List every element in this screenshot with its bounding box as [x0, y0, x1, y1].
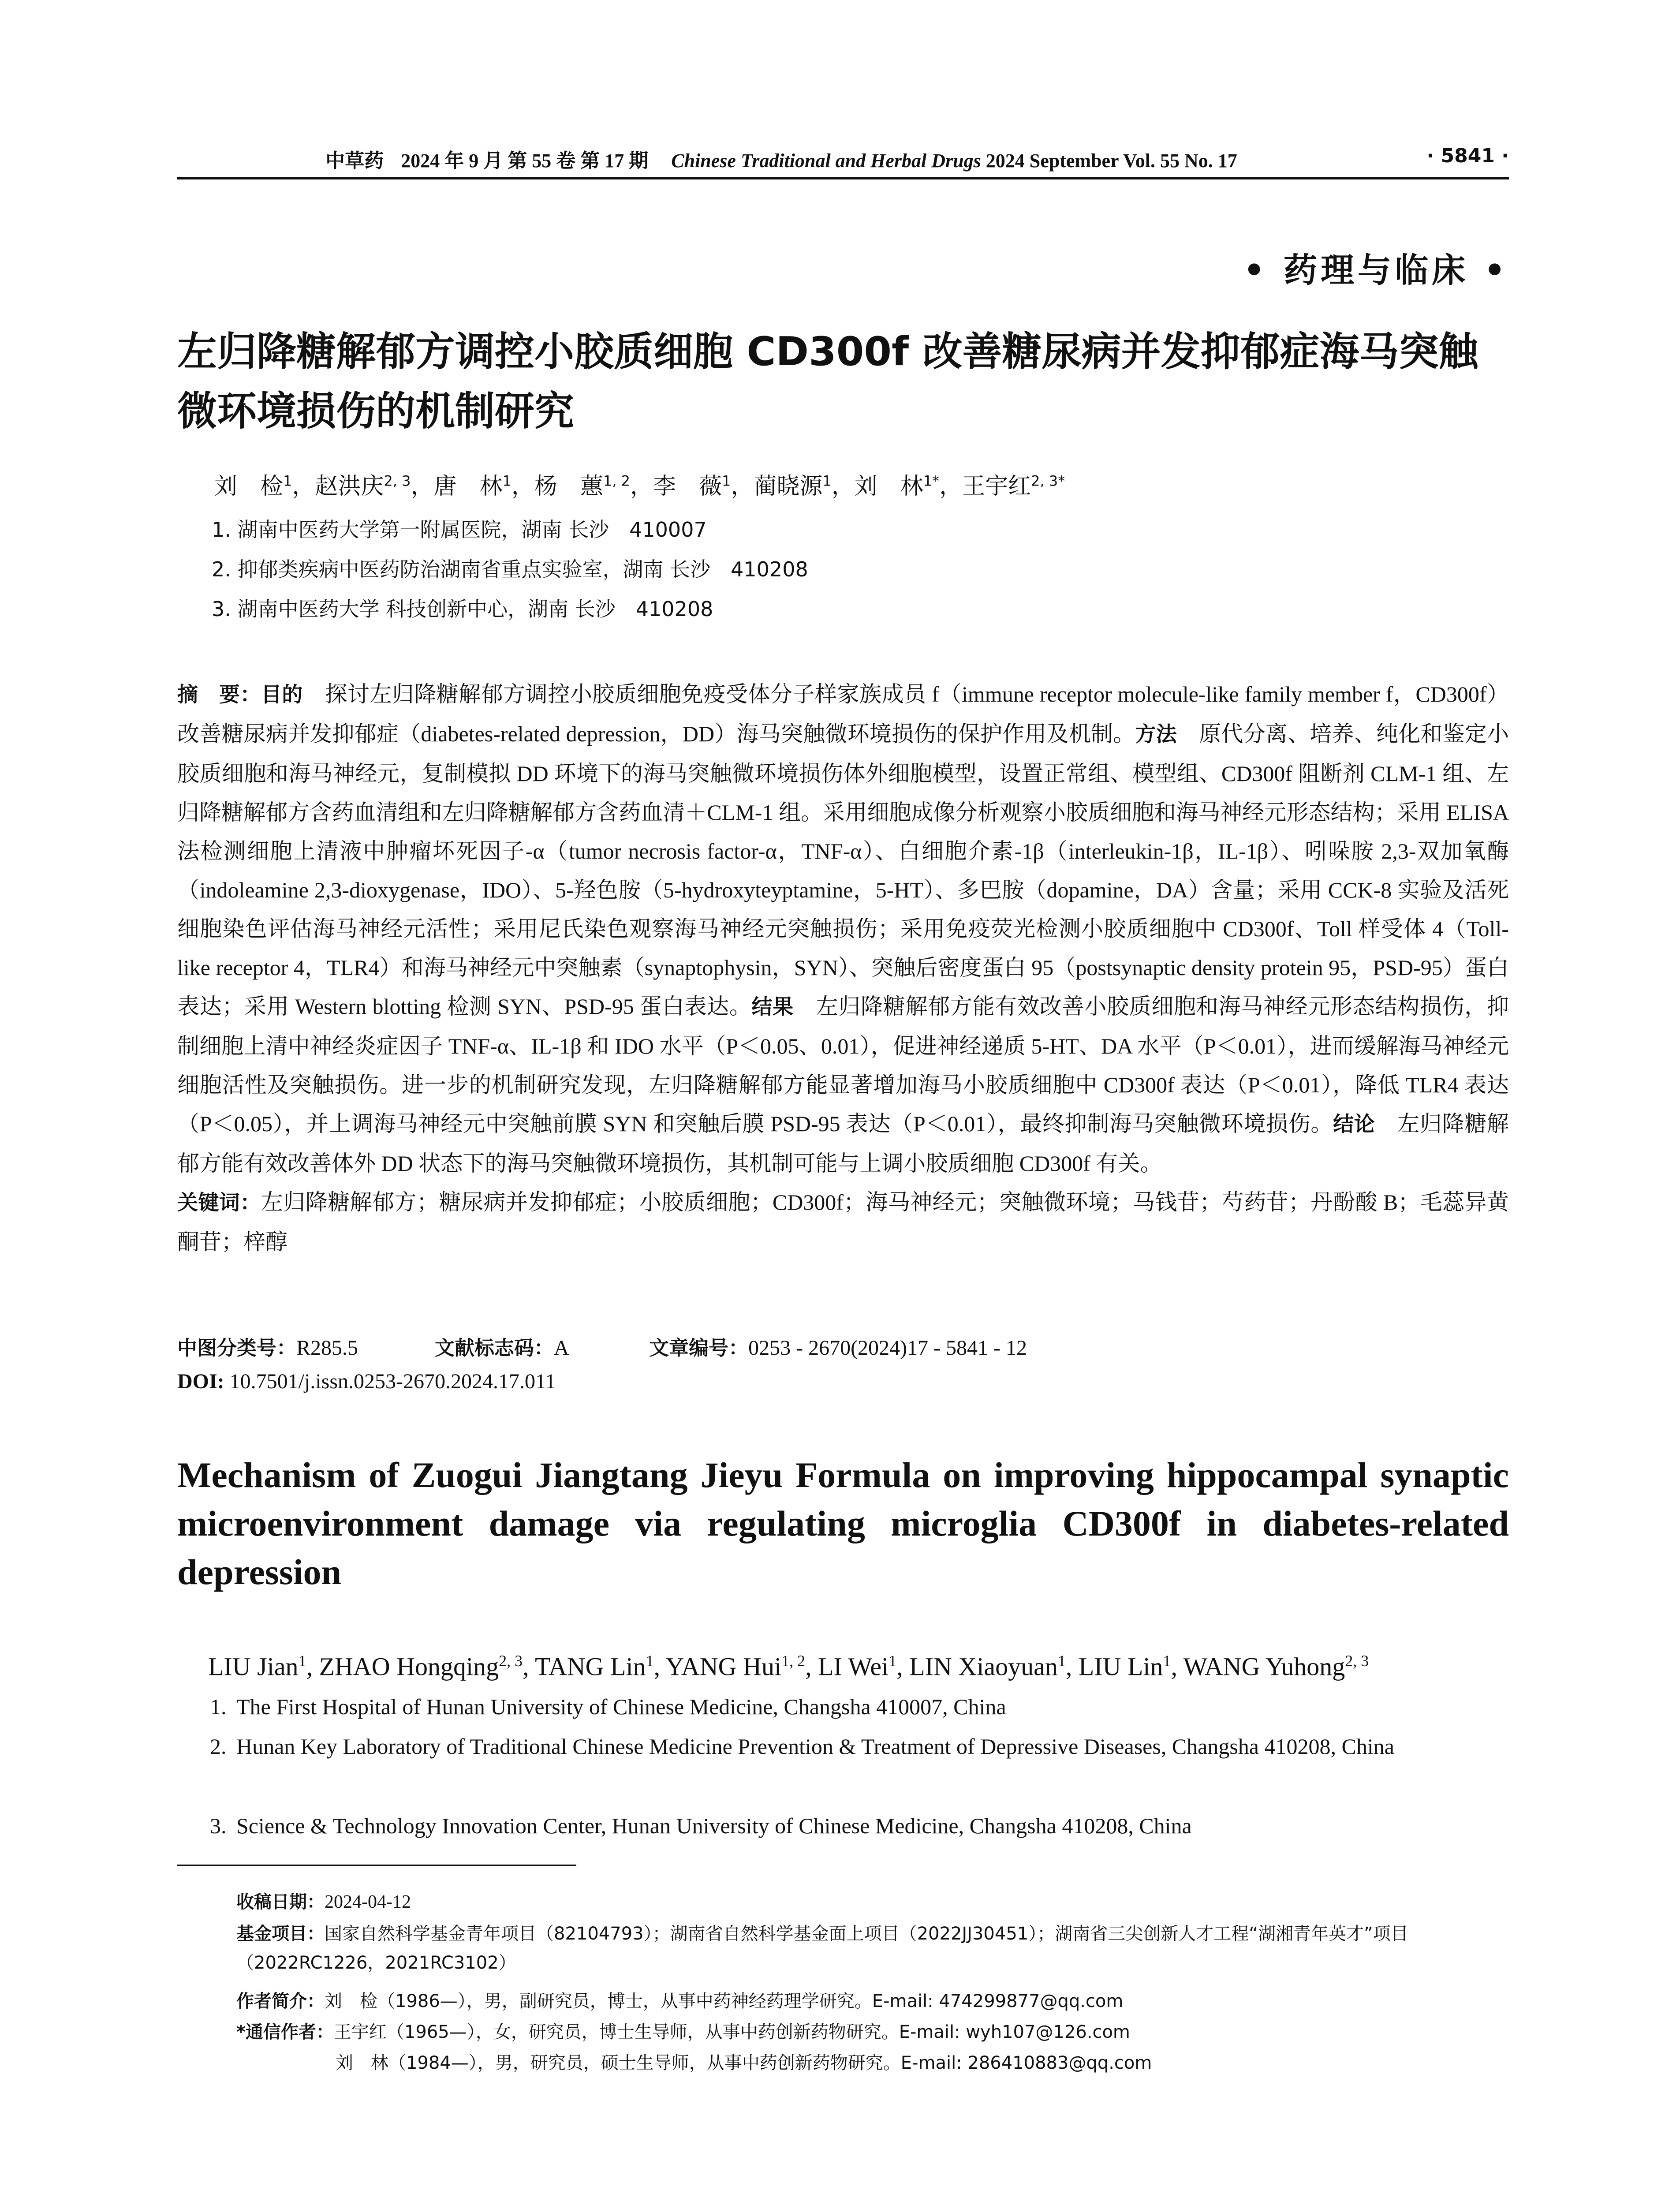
fund-value: 国家自然科学基金青年项目（82104793）；湖南省自然科学基金面上项目（2022JJ30451）；湖南省三尖创新人才工程“湖湘青年英才”项目（2022RC1226，2021RC3102） [236, 1924, 1408, 1973]
author-zh-name: 李 薇 [653, 473, 722, 500]
author-en-name: LIU Jian [208, 1652, 299, 1681]
issue-en: 2024 September Vol. 55 No. 17 [986, 150, 1237, 172]
classification-line [177, 1332, 1027, 1360]
author-en-name: TANG Lin [535, 1652, 646, 1681]
author-bio-label: 作者简介： [236, 1991, 325, 2011]
author-en-affiliation-marker: 1 [889, 1652, 897, 1670]
author-en-name: WANG Yuhong [1183, 1652, 1345, 1681]
results-text: 左归降糖解郁方能有效改善小胶质细胞和海马神经元形态结构损伤，抑制细胞上清中神经炎症因子 TNF-α、IL-1β 和 IDO 水平（P＜0.05、0.01），促进神经递质 5-HT、DA 水平（P＜0.01），进而缓解海马神经元细胞活性及突触损伤。进一步的机制研究发现，左归降糖解郁方能显著增加海马小胶质细胞中 CD300f 表达（P＜0.01），降低 TLR4 表达（P＜0.05），并上调海马神经元中突触前膜 SYN 和突触后膜 PSD-95 表达（P＜0.01），最终抑制海马突触微环境损伤。 [177, 994, 1509, 1136]
affiliation-en-3-text: Science & Technology Innovation Center, Hunan University of Chinese Medicine, Changsha 410208, China [236, 1813, 1192, 1838]
footnote-fund [236, 1919, 1509, 1977]
article-number-value: 0253 - 2670(2024)17 - 5841 - 12 [748, 1336, 1027, 1360]
author-en-name: LI Wei [818, 1652, 889, 1681]
author-en-name: ZHAO Hongqing [319, 1652, 499, 1681]
author-separator: ， [939, 473, 963, 500]
author-separator: ， [831, 473, 855, 500]
author-zh-affiliation-marker: 1 [502, 472, 511, 490]
author-en-affiliation-marker: 1 [298, 1652, 306, 1670]
author-zh-name: 蔺晓源 [754, 473, 823, 500]
footnote-corresponding-2 [236, 2048, 1509, 2078]
keywords-text: 左归降糖解郁方；糖尿病并发抑郁症；小胶质细胞；CD300f；海马神经元；突触微环境；马钱苷；芍药苷；丹酚酸 B；毛蕊异黄酮苷；梓醇 [177, 1190, 1509, 1254]
section-tag: • 药理与临床 • [1243, 250, 1509, 290]
title-en: Mechanism of Zuogui Jiangtang Jieyu Formula on improving hippocampal synaptic microenvironment damage via regulating microglia CD300f in diabetes-related depression [177, 1455, 1509, 1592]
affiliation-en-1-num: 1. [210, 1694, 227, 1719]
footnote-corresponding [236, 2018, 1509, 2047]
footnote-received [236, 1887, 1509, 1917]
author-en-name: LIU Lin [1078, 1652, 1163, 1681]
affiliation-en-2-text: Hunan Key Laboratory of Traditional Chinese Medicine Prevention & Treatment of Depressive Diseases, Changsha 410208, China [236, 1734, 1394, 1759]
author-separator: , [653, 1652, 666, 1681]
author-zh-name: 唐 林 [433, 473, 503, 500]
author-zh-name: 赵洪庆 [315, 473, 384, 500]
doi-value: 10.7501/j.issn.0253-2670.2024.17.011 [229, 1370, 556, 1393]
footnote-author [236, 1987, 1509, 2016]
author-separator: ， [731, 473, 754, 500]
author-zh-name: 刘 检 [214, 473, 284, 500]
affiliation-zh-2: 2. 抑郁类疾病中医药防治湖南省重点实验室，湖南 长沙 410208 [212, 557, 808, 581]
author-en-affiliation-marker: 2, 3 [1345, 1652, 1369, 1670]
methods-label: 方法 [1135, 722, 1177, 747]
affiliation-en-2 [210, 1727, 1509, 1766]
author-separator: , [896, 1652, 910, 1681]
clc-label: 中图分类号： [177, 1336, 297, 1360]
affiliation-en-1-text: The First Hospital of Hunan University of Chinese Medicine, Changsha 410007, China [236, 1694, 1006, 1719]
conclusion-text: 左归降糖解郁方能有效改善体外 DD 状态下的海马突触微环境损伤，其机制可能与上调小胶质细胞 CD300f 有关。 [177, 1111, 1509, 1176]
doi-label: DOI: [177, 1370, 224, 1393]
doc-code-value: A [554, 1336, 568, 1360]
journal-name-en: Chinese Traditional and Herbal Drugs [671, 150, 981, 172]
received-value: 2024-04-12 [325, 1892, 411, 1912]
author-separator: , [1171, 1652, 1183, 1681]
footnote-rule [177, 1865, 576, 1866]
author-en-name: LIN Xiaoyuan [909, 1652, 1058, 1681]
header-rule [177, 177, 1509, 179]
page-number: · 5841 · [1426, 145, 1509, 167]
journal-name-zh: 中草药 [325, 149, 384, 172]
author-zh-affiliation-marker: 1 [283, 472, 292, 490]
doc-code-label: 文献标志码： [435, 1336, 554, 1360]
author-en-affiliation-marker: 1, 2 [781, 1652, 806, 1670]
affiliation-zh-1: 1. 湖南中医药大学第一附属医院，湖南 长沙 410007 [212, 518, 707, 542]
author-zh-affiliation-marker: 1 [721, 472, 731, 490]
author-en-affiliation-marker: 1 [646, 1652, 654, 1670]
affiliation-en-3 [210, 1806, 1509, 1846]
doi-line [177, 1369, 556, 1394]
clc-value: R285.5 [296, 1336, 358, 1360]
abstract-label: 摘 要： [177, 683, 261, 707]
author-separator: ， [511, 473, 534, 500]
author-zh-name: 刘 林 [854, 473, 923, 500]
affiliation-en-3-num: 3. [210, 1813, 227, 1838]
keywords-label: 关键词： [177, 1191, 261, 1215]
objective-text: 探讨左归降糖解郁方调控小胶质细胞免疫受体分子样家族成员 f（immune receptor molecule-like family member f，CD300f）改善糖尿病并发抑郁症（diabetes-related depression，DD）海马突触微环境损伤的保护作用及机制。 [177, 682, 1509, 746]
author-en-affiliation-marker: 2, 3 [499, 1652, 523, 1670]
author-separator: , [1065, 1652, 1079, 1681]
author-separator: ， [411, 473, 434, 500]
author-separator: ， [292, 473, 315, 500]
received-label: 收稿日期： [236, 1892, 325, 1912]
author-zh-affiliation-marker: 2, 3 [384, 472, 411, 490]
affiliation-en-1 [210, 1687, 1509, 1727]
author-zh-name: 王宇红 [962, 473, 1031, 500]
fund-label: 基金项目： [236, 1924, 325, 1944]
author-zh-name: 杨 蕙 [534, 473, 603, 500]
author-zh-affiliation-marker: 1 [822, 472, 832, 490]
affiliation-zh-3: 3. 湖南中医药大学 科技创新中心，湖南 长沙 410208 [212, 597, 713, 621]
author-separator: ， [630, 473, 653, 500]
title-zh: 左归降糖解郁方调控小胶质细胞 CD300f 改善糖尿病并发抑郁症海马突触微环境损伤的机制研究 [177, 329, 1478, 434]
authors-en [208, 1652, 1369, 1681]
author-en-affiliation-marker: 1 [1163, 1652, 1171, 1670]
author-separator: , [805, 1652, 818, 1681]
author-bio-value: 刘 检（1986—），男，副研究员，博士，从事中药神经药理学研究。E-mail: 474299877@qq.com [325, 1991, 1124, 2011]
authors-zh [214, 467, 1065, 501]
results-label: 结果 [751, 995, 794, 1019]
author-separator: , [306, 1652, 319, 1681]
article-number-label: 文章编号： [649, 1336, 749, 1360]
author-zh-affiliation-marker: 2, 3* [1031, 472, 1065, 490]
author-separator: , [523, 1652, 535, 1681]
methods-text: 原代分离、培养、纯化和鉴定小胶质细胞和海马神经元，复制模拟 DD 环境下的海马突触微环境损伤体外细胞模型，设置正常组、模型组、CD300f 阻断剂 CLM-1 组、左归降糖解郁方含药血清组和左归降糖解郁方含药血清＋CLM-1 组。采用细胞成像分析观察小胶质细胞和海马神经元形态结构；采用 ELISA 法检测细胞上清液中肿瘤坏死因子-α（tumor necrosis factor-α，TNF-α）、白细胞介素-1β（interleukin-1β，IL-1β）、吲哚胺 2,3-双加氧酶（indoleamine 2,3-dioxygenase，IDO）、5-羟色胺（5-hydroxyteyptamine，5-HT）、多巴胺（dopamine，DA）含量；采用 CCK-8 实验及活死细胞染色评估海马神经元活性；采用尼氏染色观察海马神经元突触损伤；采用免疫荧光检测小胶质细胞中 CD300f、Toll 样受体 4（Toll-like receptor 4，TLR4）和海马神经元中突触素（synaptophysin，SYN）、突触后密度蛋白 95（postsynaptic density protein 95，PSD-95）蛋白表达；采用 Western blotting 检测 SYN、PSD-95 蛋白表达。 [177, 721, 1509, 1019]
author-en-name: YANG Hui [665, 1652, 782, 1681]
abstract [177, 675, 1509, 1261]
corresponding-1: 王宇红（1965—），女，研究员，博士生导师，从事中药创新药物研究。E-mail: wyh107@126.com [333, 2022, 1130, 2042]
affiliation-en-2-num: 2. [210, 1734, 227, 1759]
conclusion-label: 结论 [1333, 1112, 1375, 1136]
header-journal-info [177, 145, 1385, 173]
running-header [177, 142, 1509, 177]
corresponding-2: 刘 林（1984—），男，研究员，硕士生导师，从事中药创新药物研究。E-mail: 286410883@qq.com [336, 2053, 1152, 2073]
author-zh-affiliation-marker: 1* [923, 472, 940, 490]
author-en-affiliation-marker: 1 [1057, 1652, 1066, 1670]
author-zh-affiliation-marker: 1, 2 [603, 472, 630, 490]
objective-label: 目的 [261, 683, 303, 707]
issue-zh: 2024 年 9 月 第 55 卷 第 17 期 [401, 150, 649, 172]
corresponding-label: *通信作者： [236, 2022, 334, 2042]
